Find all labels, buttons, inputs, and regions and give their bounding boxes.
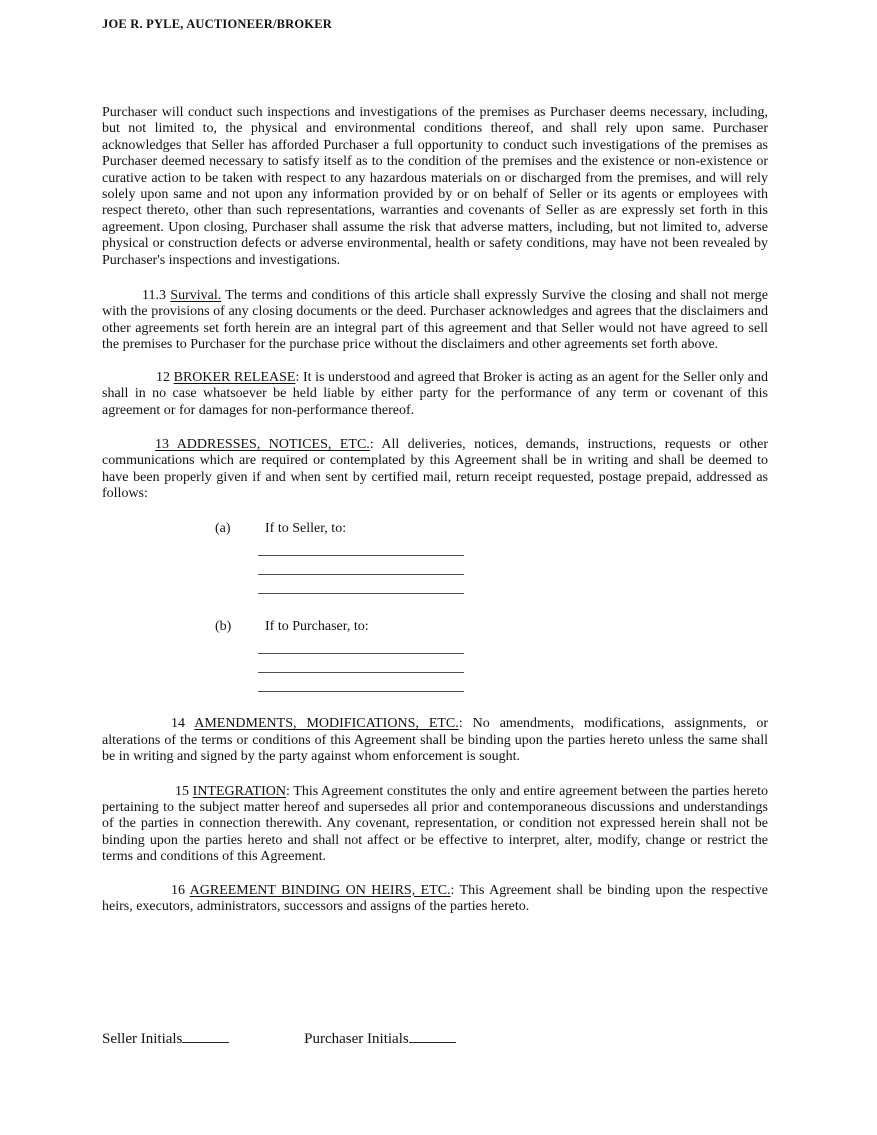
seller-initials-blank <box>182 1029 229 1043</box>
purchaser-initials-group <box>304 1029 456 1048</box>
section-body: : This Agreement constitutes the only and entire agreement between the parties hereto pertaining to the subject matter hereof and supersedes all prior and contemporaneous discussions and understandings of the parties in connection therewith. Any covenant, representation, or condition not expressed herein shall not be binding upon the parties hereto and shall not affect or be effective to interpret, alter, modify, change or restrict the terms and conditions of this Agreement. <box>102 783 769 865</box>
seller-address-caption: If to Seller, to: <box>265 520 347 536</box>
section-addresses-notices <box>102 437 768 503</box>
section-title: INTEGRATION <box>192 783 286 799</box>
section-title: AGREEMENT BINDING ON HEIRS, ETC. <box>189 882 451 898</box>
list-marker-b: (b) <box>215 618 232 634</box>
section-number: 16 <box>171 882 190 898</box>
section-title: 13 ADDRESSES, NOTICES, ETC. <box>155 436 370 452</box>
purchaser-initials-label: Purchaser Initials <box>304 1031 409 1047</box>
section-binding-on-heirs <box>102 883 768 916</box>
section-title: AMENDMENTS, MODIFICATIONS, ETC. <box>194 716 459 732</box>
section-number: 11.3 <box>142 288 171 304</box>
seller-address-blank-line <box>258 556 464 575</box>
purchaser-address-blank-line <box>258 673 464 692</box>
section-body: : It is understood and agreed that Broker is acting as an agent for the Seller only and shall in no case whatsoever be held liable by either party for the performance of any term or covenant of this agreement or for damages for non-performance thereof. <box>102 369 769 418</box>
broker-header-title: JOE R. PYLE, AUCTIONEER/BROKER <box>102 17 332 31</box>
purchaser-address-blank-line <box>258 635 464 654</box>
seller-initials-label: Seller Initials <box>102 1031 183 1047</box>
seller-address-blank-line <box>258 537 464 556</box>
notice-address-purchaser-block <box>102 619 768 692</box>
section-broker-release <box>102 370 768 419</box>
seller-address-blank-line <box>258 575 464 594</box>
continuation-paragraph: Purchaser will conduct such inspections and investigations of the premises as Purchaser deems necessary, including, but not limited to, the physical and environmental conditions thereof, and shall rely upon same. Purchaser acknowledges that Seller has afforded Purchaser a full opportunity to conduct such investigations of the premises as Purchaser deemed necessary to satisfy itself as to the condition of the premises and the existence or non-existence or curative action to be taken with respect to any hazardous materials on or discharged from the premises, and will rely solely upon same and not upon any information provided by or on behalf of Seller or its agents or employees with respect thereto, other than such representations, warranties and covenants of Seller as are expressly set forth in this agreement. Upon closing, Purchaser shall assume the risk that adverse matters, including, but not limited to, adverse physical or construction defects or adverse environmental, health or safety conditions, may have not been revealed by Purchaser's inspections and investigations. <box>102 105 768 268</box>
initials-footer <box>102 1029 456 1048</box>
section-number: 12 <box>156 369 174 385</box>
purchaser-address-caption: If to Purchaser, to: <box>265 618 369 634</box>
purchaser-initials-blank <box>409 1029 456 1043</box>
section-title: Survival. <box>170 288 222 304</box>
section-body: : No amendments, modifications, assignments, or alterations of the terms or conditions of this Agreement shall be binding upon the parties hereto unless the same shall be in writing and signed by the party against whom enforcement is sought. <box>102 716 768 765</box>
section-number: 15 <box>175 783 193 799</box>
section-amendments <box>102 716 768 765</box>
seller-initials-group <box>102 1029 229 1048</box>
section-survival <box>102 288 768 354</box>
notice-address-seller-block <box>102 521 768 594</box>
section-body: The terms and conditions of this article shall expressly Survive the closing and shall not merge with the provisions of any closing documents or the deed. Purchaser acknowledges and agrees that the disclaimers and other agreements set forth herein are an integral part of this agreement and that Seller would not have agreed to sell the premises to Purchaser for the purchase price without the disclaimers and other agreements set forth above. <box>102 288 768 353</box>
section-body: : This Agreement shall be binding upon the respective heirs, executors, administrators, successors and assigns of the parties hereto. <box>102 882 768 914</box>
section-integration <box>102 784 768 866</box>
section-body: : All deliveries, notices, demands, instructions, requests or other communications which are required or contemplated by this Agreement shall be in writing and shall be deemed to have been properly given if and when sent by certified mail, return receipt requested, postage prepaid, addressed as follows: <box>102 436 769 502</box>
section-title: BROKER RELEASE <box>173 369 296 385</box>
section-number: 14 <box>171 716 195 732</box>
list-marker-a: (a) <box>215 520 231 536</box>
purchaser-address-blank-line <box>258 654 464 673</box>
